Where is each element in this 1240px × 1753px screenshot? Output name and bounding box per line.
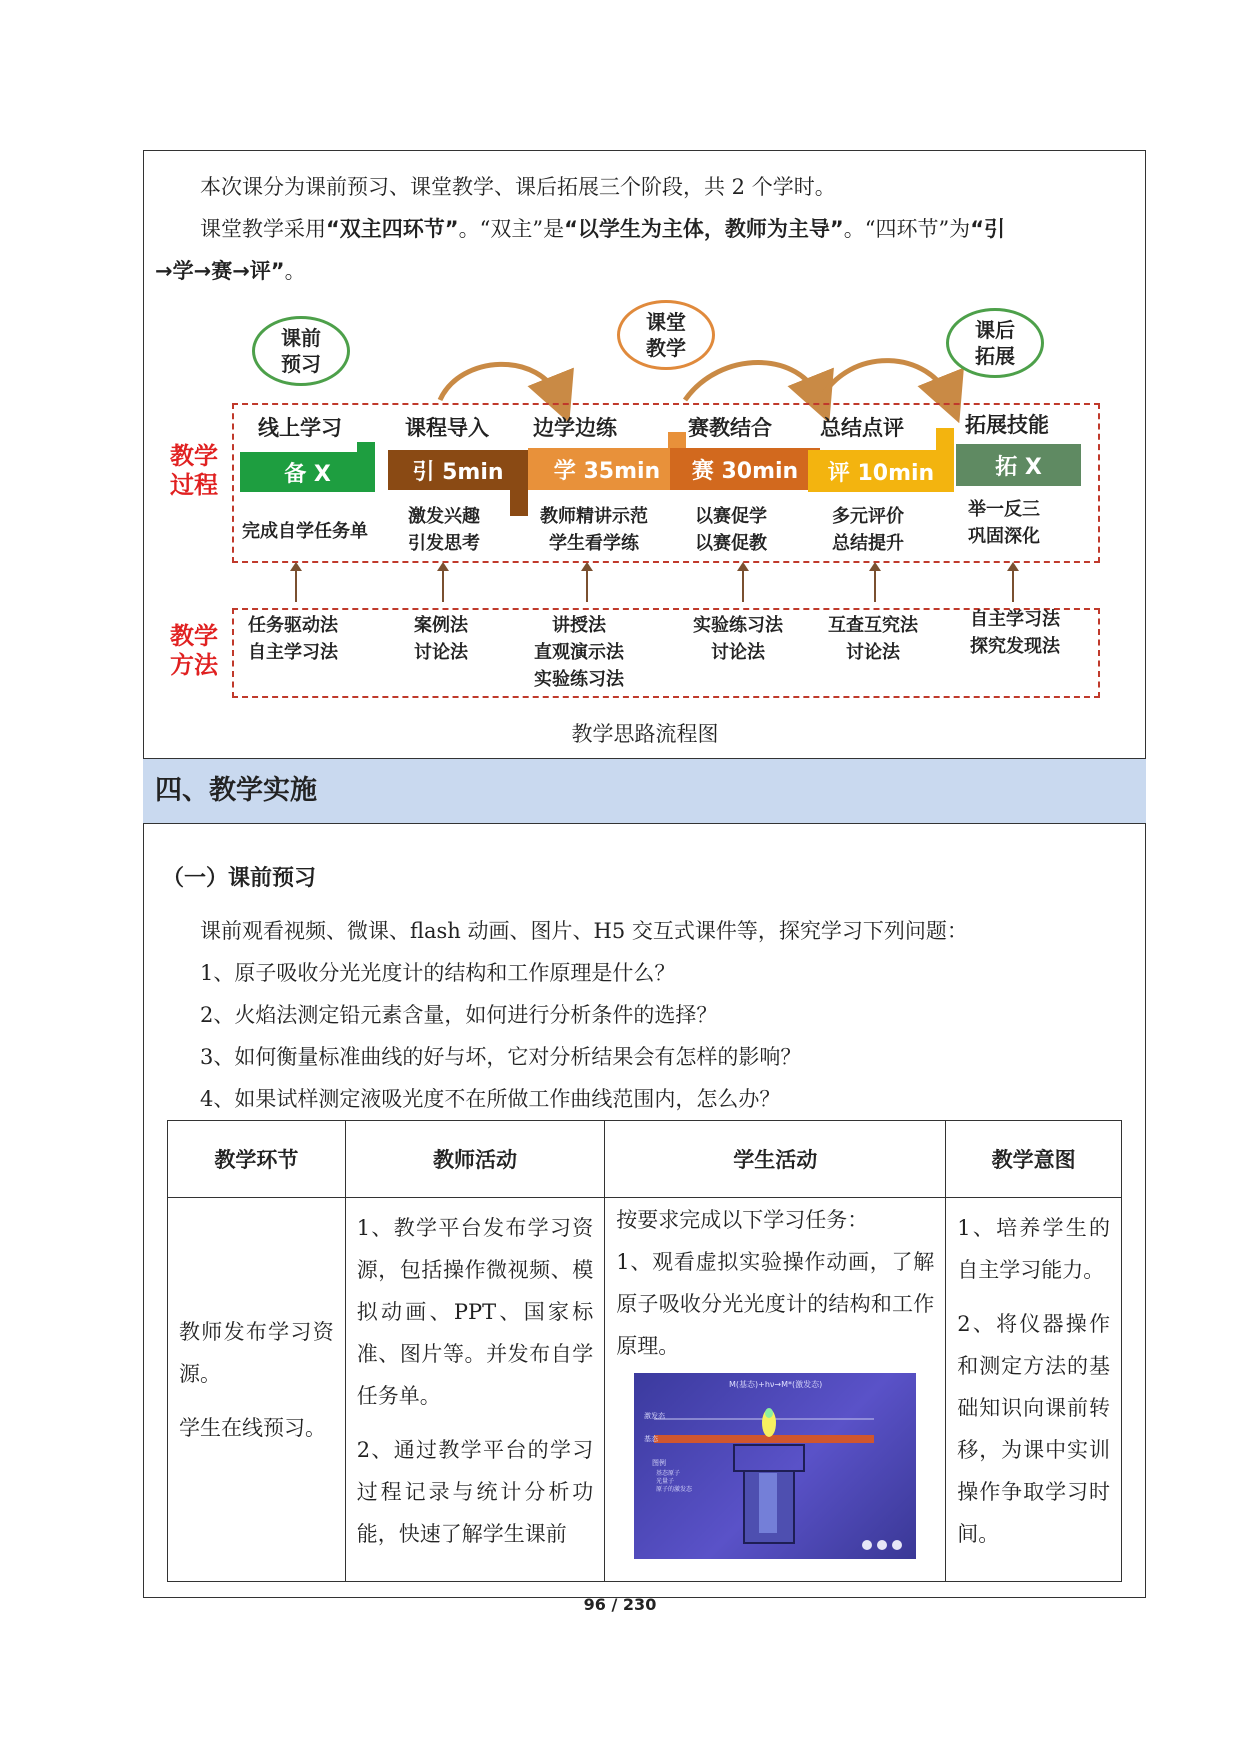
activity-1: 完成自学任务单 — [242, 521, 368, 542]
side-label-process: 教学 过程 — [170, 442, 218, 499]
teaching-plan-table — [167, 1120, 1122, 1582]
table-row — [168, 1198, 1122, 1582]
method-5: 互查互究法 讨论法 — [828, 615, 918, 663]
anim-legend-2: 光量子 — [656, 1478, 675, 1485]
block-prepare: 备 X — [240, 452, 375, 492]
block-extend: 拓 X — [956, 444, 1081, 486]
anim-excited-label: 激发态 — [644, 1412, 666, 1420]
side-label-method: 教学 方法 — [170, 622, 218, 679]
method-1: 任务驱动法 自主学习法 — [248, 615, 338, 663]
arrow-up-1 — [295, 570, 297, 602]
question-4: 4、如果试样测定液吸光度不在所做工作曲线范围内，怎么办？ — [200, 1087, 781, 1111]
activity-6: 举一反三 巩固深化 — [968, 499, 1040, 547]
activity-4: 以赛促学 以赛促教 — [695, 506, 767, 554]
section-title: 四、教学实施 — [143, 758, 1146, 824]
arrow-up-3 — [586, 570, 588, 602]
phase-online: 线上学习 — [258, 416, 342, 440]
phase-extend: 拓展技能 — [965, 413, 1049, 437]
table-header-row — [168, 1121, 1122, 1198]
cell-stage: 教师发布学习资源。 学生在线预习。 — [168, 1198, 346, 1582]
anim-legend-title: 图例 — [652, 1459, 667, 1467]
phase-contest: 赛教结合 — [688, 416, 772, 440]
bubble-pre-class: 课前 预习 — [252, 316, 350, 386]
header-intent: 教学意图 — [946, 1121, 1122, 1198]
header-teacher: 教师活动 — [345, 1121, 605, 1198]
arrow-up-4 — [742, 570, 744, 602]
curved-arrow-2 — [685, 363, 820, 401]
page-number: 96 / 230 — [583, 1595, 657, 1614]
block-evaluate: 评 10min — [808, 450, 954, 492]
phase-learn: 边学边练 — [533, 416, 617, 440]
method-4: 实验练习法 讨论法 — [693, 615, 783, 663]
header-stage: 教学环节 — [168, 1121, 346, 1198]
intro-line-2: 课堂教学采用“双主四环节”。“双主”是“以学生为主体，教师为主导”。“四环节”为“引 — [200, 217, 1005, 241]
arrow-up-2 — [442, 570, 444, 602]
bubble-in-class: 课堂 教学 — [617, 300, 715, 370]
intro-line-3: →学→赛→评”。 — [155, 259, 306, 283]
anim-legend-3: 原子的激发态 — [656, 1486, 693, 1493]
anim-ground-label: 基态 — [644, 1435, 659, 1443]
header-student: 学生活动 — [605, 1121, 946, 1198]
subsection-title: （一）课前预习 — [162, 866, 317, 891]
activity-5: 多元评价 总结提升 — [832, 506, 904, 554]
activity-2: 激发兴趣 引发思考 — [408, 506, 480, 554]
bubble-after-class: 课后 拓展 — [946, 308, 1044, 378]
anim-legend-1: 基态原子 — [656, 1470, 681, 1477]
phase-review: 总结点评 — [820, 416, 904, 440]
cell-intent: 1、培养学生的自主学习能力。 2、将仪器操作和测定方法的基础知识向课前转移，为课中实训操作争取学习时间。 — [946, 1198, 1122, 1582]
cell-teacher: 1、教学平台发布学习资源，包括操作微视频、模拟动画、PPT、国家标准、图片等。并发布自学任务单。 2、通过教学平台的学习过程记录与统计分析功能，快速了解学生课前 — [345, 1198, 605, 1582]
arrow-up-5 — [874, 570, 876, 602]
phase-intro: 课程导入 — [405, 416, 489, 440]
question-2: 2、火焰法测定铅元素含量，如何进行分析条件的选择？ — [200, 1003, 718, 1027]
anim-formula: M(基态)+hν→M*(激发态) — [729, 1380, 823, 1389]
figure-caption: 教学思路流程图 — [571, 722, 719, 746]
block-contest: 赛 30min — [670, 448, 820, 490]
method-6: 自主学习法 探究发现法 — [970, 609, 1060, 657]
teaching-flowchart — [160, 300, 1120, 710]
curved-arrow-1 — [440, 364, 560, 400]
intro-line-1: 本次课分为课前预习、课堂教学、课后拓展三个阶段，共 2 个学时。 — [200, 175, 836, 199]
activity-3: 教师精讲示范 学生看学练 — [540, 506, 648, 554]
block-learn: 学 35min — [528, 448, 686, 490]
question-3: 3、如何衡量标准曲线的好与坏，它对分析结果会有怎样的影响？ — [200, 1045, 802, 1069]
question-1: 1、原子吸收分光光度计的结构和工作原理是什么？ — [200, 961, 676, 985]
aas-animation-image — [634, 1373, 916, 1559]
curved-arrow-3 — [820, 361, 950, 400]
arrow-up-6 — [1012, 570, 1014, 602]
method-2: 案例法 讨论法 — [414, 615, 468, 663]
cell-student: 按要求完成以下学习任务： 1、观看虚拟实验操作动画，了解原子吸收分光光度计的结构和工作原理。 M(基态)+hν→M*(激发态) 激发态 基态 图例 基态原子 光量子 原子的激发态 — [605, 1198, 946, 1582]
method-3: 讲授法 直观演示法 实验练习法 — [534, 615, 624, 690]
preview-lead: 课前观看视频、微课、flash 动画、图片、H5 交互式课件等，探究学习下列问题： — [200, 919, 968, 943]
block-introduce: 引 5min — [388, 450, 528, 490]
